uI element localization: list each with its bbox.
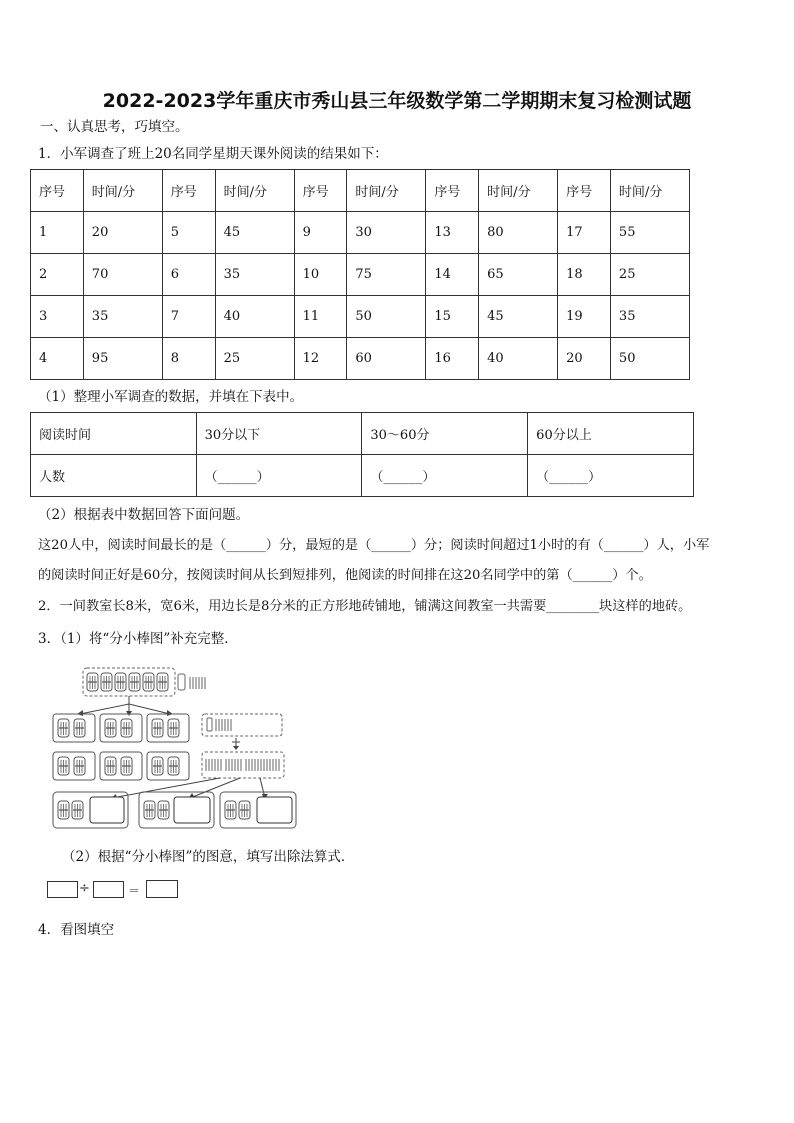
table-cell: 18 bbox=[558, 254, 611, 296]
table-cell: 2 bbox=[31, 254, 84, 296]
answer-blank[interactable]: （______） bbox=[196, 455, 362, 497]
table-header-cell: 阅读时间 bbox=[31, 413, 197, 455]
table-header-cell: 30～60分 bbox=[362, 413, 528, 455]
table-cell: 45 bbox=[479, 296, 558, 338]
table-header-row bbox=[31, 170, 690, 212]
table-header-cell: 时间/分 bbox=[347, 170, 426, 212]
table-cell: 7 bbox=[162, 296, 215, 338]
table-cell: 6 bbox=[162, 254, 215, 296]
table-cell: 5 bbox=[162, 212, 215, 254]
table-cell: 35 bbox=[83, 296, 162, 338]
table-header-cell: 时间/分 bbox=[83, 170, 162, 212]
table-header-cell: 序号 bbox=[294, 170, 347, 212]
table-cell: 11 bbox=[294, 296, 347, 338]
table-cell: 4 bbox=[31, 338, 84, 380]
table-cell: 10 bbox=[294, 254, 347, 296]
section-heading: 一、认真思考，巧填空。 bbox=[40, 119, 189, 135]
table-cell: 45 bbox=[215, 212, 294, 254]
table-cell: 9 bbox=[294, 212, 347, 254]
question-4: 4．看图填空 bbox=[38, 922, 115, 938]
table-cell: 70 bbox=[83, 254, 162, 296]
question-1-part-2-line-2: 的阅读时间正好是60分，按阅读时间从长到短排列，他阅读的时间排在这20名同学中的第（______）个。 bbox=[38, 568, 652, 583]
divisor-box[interactable] bbox=[93, 881, 124, 898]
table-cell: 50 bbox=[347, 296, 426, 338]
table-row bbox=[31, 212, 690, 254]
answer-blank[interactable]: （______） bbox=[528, 455, 694, 497]
table-row bbox=[31, 338, 690, 380]
tally-table bbox=[30, 412, 694, 497]
table-cell: 80 bbox=[479, 212, 558, 254]
question-1-part-1: （1）整理小军调查的数据，并填在下表中。 bbox=[38, 389, 304, 405]
survey-table bbox=[30, 169, 690, 380]
table-cell: 19 bbox=[558, 296, 611, 338]
table-cell: 人数 bbox=[31, 455, 197, 497]
table-header-cell: 序号 bbox=[162, 170, 215, 212]
table-cell: 40 bbox=[215, 296, 294, 338]
table-cell: 40 bbox=[479, 338, 558, 380]
table-cell: 95 bbox=[83, 338, 162, 380]
page-title: 2022-2023学年重庆市秀山县三年级数学第二学期期末复习检测试题 bbox=[102, 90, 692, 112]
table-cell: 1 bbox=[31, 212, 84, 254]
question-2: 2．一间教室长8米，宽6米，用边长是8分米的正方形地砖铺地，铺满这间教室一共需要________块这样的地砖。 bbox=[38, 599, 692, 614]
table-cell: 25 bbox=[610, 254, 689, 296]
table-header-cell: 序号 bbox=[31, 170, 84, 212]
table-cell: 15 bbox=[426, 296, 479, 338]
table-cell: 55 bbox=[610, 212, 689, 254]
question-1-part-2: （2）根据表中数据回答下面问题。 bbox=[38, 507, 250, 523]
table-cell: 35 bbox=[610, 296, 689, 338]
table-header-cell: 时间/分 bbox=[215, 170, 294, 212]
table-cell: 8 bbox=[162, 338, 215, 380]
question-3-part-2: （2）根据“分小棒图”的图意，填写出除法算式． bbox=[62, 849, 355, 865]
table-cell: 3 bbox=[31, 296, 84, 338]
table-cell: 25 bbox=[215, 338, 294, 380]
table-cell: 12 bbox=[294, 338, 347, 380]
table-header-cell: 60分以上 bbox=[528, 413, 694, 455]
question-1-intro: 1．小军调查了班上20名同学星期天课外阅读的结果如下： bbox=[38, 146, 388, 162]
table-cell: 17 bbox=[558, 212, 611, 254]
dividend-box[interactable] bbox=[47, 881, 78, 898]
table-header-cell: 序号 bbox=[426, 170, 479, 212]
question-3-part-1: 3．（1）将“分小棒图”补充完整． bbox=[38, 631, 238, 647]
table-cell: 13 bbox=[426, 212, 479, 254]
answer-blank[interactable]: （______） bbox=[362, 455, 528, 497]
division-sign: ÷ bbox=[79, 881, 90, 896]
table-cell: 20 bbox=[83, 212, 162, 254]
table-cell: 50 bbox=[610, 338, 689, 380]
table-cell: 60 bbox=[347, 338, 426, 380]
table-header-cell: 30分以下 bbox=[196, 413, 362, 455]
quotient-box[interactable] bbox=[146, 880, 178, 898]
table-cell: 65 bbox=[479, 254, 558, 296]
equals-sign: ＝ bbox=[128, 884, 141, 898]
question-1-part-2-line-1: 这20人中，阅读时间最长的是（______）分，最短的是（______）分；阅读时间超过1小时的有（______）人，小军 bbox=[38, 538, 710, 553]
table-header-cell: 时间/分 bbox=[479, 170, 558, 212]
stick-division-diagram bbox=[50, 664, 300, 834]
table-row bbox=[31, 296, 690, 338]
table-cell: 35 bbox=[215, 254, 294, 296]
table-cell: 30 bbox=[347, 212, 426, 254]
table-row bbox=[31, 455, 694, 497]
table-cell: 75 bbox=[347, 254, 426, 296]
table-cell: 14 bbox=[426, 254, 479, 296]
table-header-cell: 序号 bbox=[558, 170, 611, 212]
table-row bbox=[31, 254, 690, 296]
table-header-cell: 时间/分 bbox=[610, 170, 689, 212]
table-header-row bbox=[31, 413, 694, 455]
table-cell: 16 bbox=[426, 338, 479, 380]
table-cell: 20 bbox=[558, 338, 611, 380]
